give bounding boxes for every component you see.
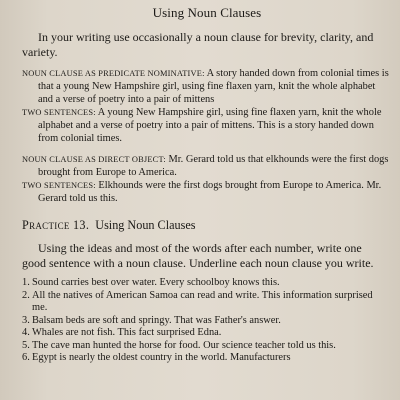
item-number: 4. [22, 327, 30, 339]
example-text: A story handed down from colonial times is that a young New Hampshire girl, using fine flaxen yarn, knit the whole alphabet and a verse of poetry into a pair of mittens [38, 68, 389, 105]
practice-title: Using Noun Clauses [95, 218, 196, 233]
list-item [22, 352, 392, 365]
section-title: Using Noun Clauses [152, 5, 262, 20]
example-label: NOUN CLAUSE AS DIRECT OBJECT: [22, 155, 166, 165]
list-item [22, 315, 392, 328]
list-item [22, 340, 392, 353]
item-text: The cave man hunted the horse for food. Our science teacher told us this. [32, 339, 336, 351]
item-number: 3. [22, 314, 30, 326]
practice-number: Practice 13. [22, 218, 90, 233]
example-two-sentences [22, 107, 392, 146]
item-text: Sound carries best over water. Every schoolboy knows this. [32, 277, 280, 289]
practice-instructions: Using the ideas and most of the words after each number, write one good sentence with a noun clause. Underline each noun clause you write. [22, 241, 374, 271]
list-item [22, 327, 392, 340]
example-text: A young New Hampshire girl, using fine flaxen yarn, knit the whole alphabet and a verse of poetry into a pair of mittens. This is a story handed down from colonial times. [38, 106, 382, 144]
example-label: TWO SENTENCES: [22, 181, 96, 191]
example-predicate-nominative [22, 68, 392, 107]
item-number: 2. [22, 289, 30, 301]
page-content [22, 5, 392, 365]
item-number: 5. [22, 339, 30, 351]
item-number: 6. [22, 352, 30, 364]
practice-list [22, 277, 392, 365]
item-text: All the natives of American Samoa can read and write. This information surprised me. [32, 289, 373, 314]
practice-heading [22, 218, 392, 233]
intro-paragraph: In your writing use occasionally a noun clause for brevity, clarity, and variety. [22, 30, 374, 59]
example-direct-object [22, 154, 392, 180]
example-text: Elkhounds were the first dogs brought from Europe to America. Mr. Gerard told us this. [38, 180, 382, 205]
example-two-sentences [22, 180, 392, 206]
item-number: 1. [22, 277, 30, 289]
item-text: Egypt is nearly the oldest country in the world. Manufacturers [32, 352, 291, 364]
example-label: TWO SENTENCES: [22, 107, 96, 117]
list-item [22, 290, 392, 315]
item-text: Whales are not fish. This fact surprised Edna. [32, 327, 222, 339]
example-label: NOUN CLAUSE AS PREDICATE NOMINATIVE: [22, 69, 205, 78]
item-text: Balsam beds are soft and springy. That was Father's answer. [32, 314, 281, 326]
example-text: Mr. Gerard told us that elkhounds were the first dogs brought from Europe to America. [38, 154, 389, 179]
list-item [22, 277, 392, 290]
